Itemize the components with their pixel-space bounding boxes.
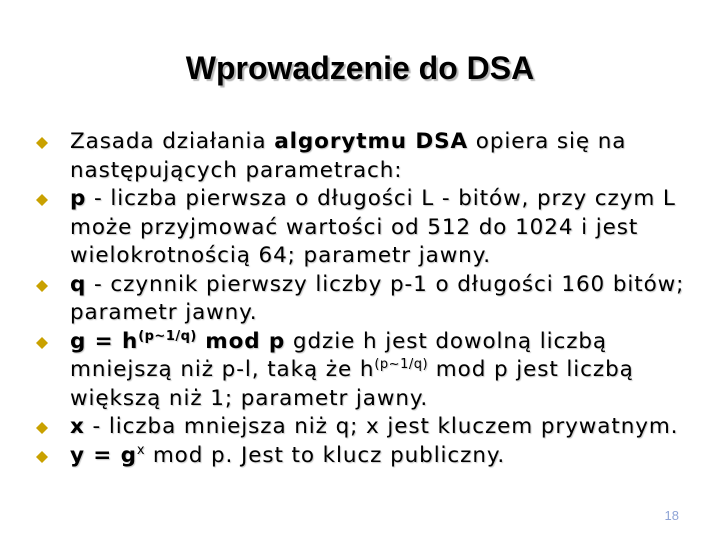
bullet-text: - liczba pierwsza o długości L - bitów, przy czym L może przyjmować wartości od 512 do 1024 i jest wielokrotnością 64; parametr jawny. xyxy=(70,186,676,268)
diamond-bullet-icon xyxy=(36,280,48,292)
parameter-symbol: p xyxy=(70,186,87,211)
bullet-text: opiera się na następujących parametrach: xyxy=(70,129,627,183)
bullet-item xyxy=(36,271,708,328)
formula xyxy=(70,329,285,354)
bullet-item xyxy=(36,328,708,414)
diamond-bullet-icon xyxy=(36,194,48,206)
parameter-symbol: q xyxy=(70,271,87,297)
bullet-item xyxy=(36,413,708,442)
diamond-bullet-icon xyxy=(36,422,48,434)
formula-exponent: x xyxy=(136,442,146,458)
bullet-text: mod p. Jest to klucz publiczny. xyxy=(145,442,506,468)
diamond-bullet-icon xyxy=(36,137,48,149)
page-number: 18 xyxy=(664,508,679,523)
slide-title: Wprowadzenie do DSA xyxy=(185,50,535,86)
diamond-bullet-icon xyxy=(36,337,48,349)
bullet-bold-text: algorytmu DSA xyxy=(274,129,469,154)
diamond-bullet-icon xyxy=(36,451,48,463)
bullet-item xyxy=(36,442,708,471)
bullet-text: Zasada działania xyxy=(70,129,275,154)
bullet-item xyxy=(36,128,708,185)
bullet-text: - liczba mniejsza niż q; x jest kluczem prywatnym. xyxy=(84,414,679,439)
bullet-text: - czynnik pierwszy liczby p-1 o długości 160 bitów; parametr jawny. xyxy=(70,271,685,325)
formula-mod: mod p xyxy=(196,328,286,354)
text-exponent: (p~1/q) xyxy=(374,356,429,372)
bullet-list xyxy=(36,128,708,470)
bullet-text: gdzie h jest dowolną liczbą mniejszą niż p-l, taką że h xyxy=(70,328,608,382)
formula-exponent: (p~1/q) xyxy=(138,328,197,344)
formula: y = g xyxy=(70,442,137,468)
formula-base: g = h xyxy=(70,328,139,354)
bullet-item xyxy=(36,185,708,271)
parameter-symbol: x xyxy=(70,414,85,439)
bullet-text: mod p jest liczbą większą niż 1; parametr jawny. xyxy=(70,357,634,411)
